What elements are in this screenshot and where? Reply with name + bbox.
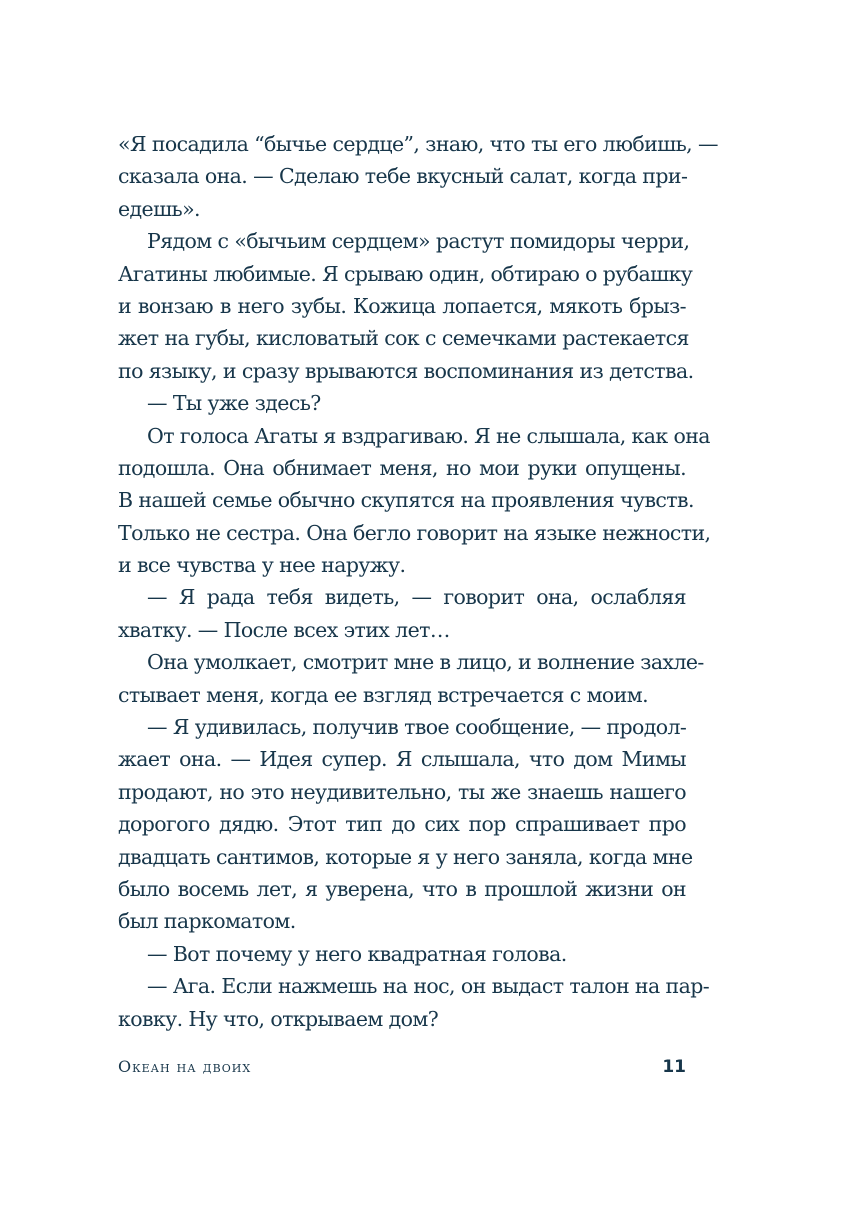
text-line: сказала она. — Сделаю тебе вкусный салат, когда при- bbox=[118, 164, 688, 189]
text-line: жает она. — Идея супер. Я слышала, что дом Мимы bbox=[118, 747, 686, 772]
text-line: едешь». bbox=[118, 196, 200, 221]
text-line: дорогого дядю. Этот тип до сих пор спрашивает про bbox=[118, 812, 686, 837]
text-line: двадцать сантимов, которые я у него заняла, когда мне bbox=[118, 844, 693, 869]
text-line: был паркоматом. bbox=[118, 909, 296, 934]
text-line: ковку. Ну что, открываем дом? bbox=[118, 1006, 439, 1031]
text-line: Она умолкает, смотрит мне в лицо, и волнение захле- bbox=[147, 650, 704, 675]
text-line: — Вот почему у него квадратная голова. bbox=[147, 941, 567, 966]
page-number: 11 bbox=[662, 1057, 686, 1077]
text-line: было восемь лет, я уверена, что в прошлой жизни он bbox=[118, 876, 686, 901]
text-line: В нашей семье обычно скупятся на проявления чувств. bbox=[118, 488, 694, 513]
text-line: — Ты уже здесь? bbox=[147, 391, 321, 416]
text-line: — Я рада тебя видеть, — говорит она, ослабляя bbox=[147, 585, 686, 610]
text-line: «Я посадила “бычье сердце”, знаю, что ты его любишь, — bbox=[118, 132, 718, 156]
text-line: хватку. — После всех этих лет… bbox=[118, 617, 450, 642]
text-line: — Я удивилась, получив твое сообщение, — продол- bbox=[147, 715, 687, 740]
page-footer bbox=[118, 1057, 686, 1083]
body-text bbox=[118, 128, 718, 1035]
text-line: — Ага. Если нажмешь на нос, он выдаст талон на пар- bbox=[147, 974, 710, 999]
running-title: Океан на двоих bbox=[118, 1057, 252, 1076]
text-line: продают, но это неудивительно, ты же знаешь нашего bbox=[118, 779, 686, 804]
text-line: От голоса Агаты я вздрагиваю. Я не слышала, как она bbox=[147, 423, 710, 448]
text-line: жет на губы, кисловатый сок с семечками растекается bbox=[118, 326, 689, 351]
text-line: Рядом с «бычьим сердцем» растут помидоры черри, bbox=[147, 229, 690, 254]
text-line: и вонзаю в него зубы. Кожица лопается, мякоть брыз- bbox=[118, 293, 686, 318]
text-line: подошла. Она обнимает меня, но мои руки опущены. bbox=[118, 455, 686, 480]
text-line: по языку, и сразу врываются воспоминания из детства. bbox=[118, 358, 694, 383]
text-line: Агатины любимые. Я срываю один, обтираю о рубашку bbox=[118, 261, 693, 286]
text-line: и все чувства у нее наружу. bbox=[118, 553, 406, 578]
text-line: Только не сестра. Она бегло говорит на языке нежности, bbox=[118, 520, 711, 545]
text-line: стывает меня, когда ее взгляд встречается с моим. bbox=[118, 682, 648, 707]
